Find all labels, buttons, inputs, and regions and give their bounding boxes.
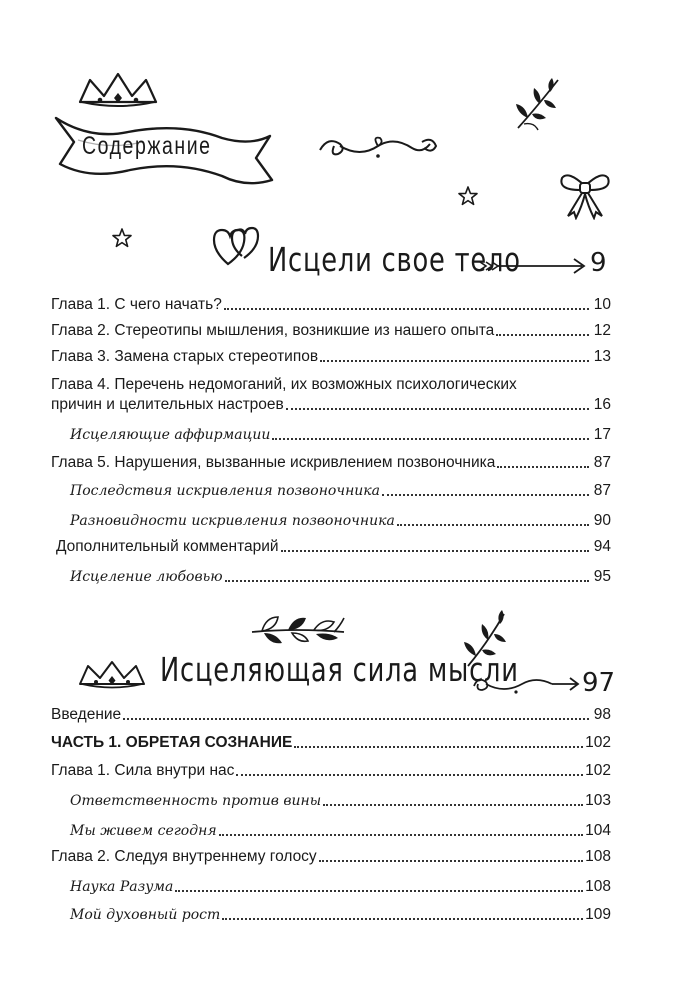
toc-subentry[interactable] [70, 564, 611, 586]
dot-leader [272, 437, 589, 440]
toc-entry-page: 17 [593, 426, 611, 443]
toc-entry-page: 12 [593, 322, 611, 339]
section-title: Исцели свое тело [268, 240, 521, 279]
dot-leader [496, 333, 589, 336]
toc-subentry[interactable] [70, 902, 611, 924]
toc-entry-page: 102 [585, 734, 611, 751]
toc-subentry[interactable] [70, 422, 611, 444]
toc-entry-page: 87 [593, 454, 611, 471]
toc-subentry[interactable] [70, 788, 611, 810]
contents-heading: Содержание [82, 132, 212, 160]
toc-entry-title: Дополнительный комментарий [56, 538, 279, 555]
toc-entry-page: 109 [585, 906, 611, 923]
swirl-flourish-icon [316, 132, 438, 162]
toc-entry[interactable] [51, 758, 611, 780]
toc-entry-page: 103 [585, 792, 611, 809]
star-icon [112, 228, 132, 248]
toc-part-entry[interactable] [51, 730, 611, 752]
toc-entry-title: Последствия искривления позвоночника [70, 483, 381, 499]
toc-entry-title-line1: Глава 4. Перечень недомоганий, их возможных психологических [51, 376, 517, 393]
star-icon [458, 186, 478, 206]
toc-entry[interactable] [51, 318, 611, 340]
dot-leader [224, 307, 589, 310]
toc-entry[interactable] [51, 392, 611, 414]
dot-leader [497, 465, 589, 468]
toc-subentry[interactable] [70, 874, 611, 896]
toc-subentry[interactable] [70, 818, 611, 840]
toc-entry-title: Глава 5. Нарушения, вызванные искривлением позвоночника [51, 454, 496, 471]
toc-entry-page: 13 [593, 348, 611, 365]
dot-leader [222, 917, 583, 920]
dot-leader [281, 549, 589, 552]
dot-leader [236, 773, 583, 776]
toc-entry[interactable] [51, 344, 611, 366]
toc-entry-title: Разновидности искривления позвоночника [70, 513, 395, 529]
dot-leader [294, 745, 583, 748]
toc-entry-title: Глава 2. Следуя внутреннему голосу [51, 848, 317, 865]
toc-entry-page: 108 [585, 878, 611, 895]
section-title: Исцеляющая сила мысли [160, 650, 519, 689]
toc-entry-page: 94 [593, 538, 611, 555]
laurel-branch-icon [248, 606, 348, 652]
toc-entry-title: Введение [51, 706, 122, 723]
dot-leader [219, 833, 584, 836]
toc-entry-title: Глава 1. С чего начать? [51, 296, 222, 313]
hearts-icon [212, 224, 262, 270]
dot-leader [123, 717, 589, 720]
toc-entry-page: 108 [585, 848, 611, 865]
toc-entry[interactable] [51, 292, 611, 314]
toc-entry-page: 98 [593, 706, 611, 723]
toc-entry-title: ЧАСТЬ 1. ОБРЕТАЯ СОЗНАНИЕ [51, 734, 293, 751]
dot-leader [175, 889, 583, 892]
bow-icon [558, 168, 612, 220]
toc-entry-title: Ответственность против вины [70, 793, 322, 809]
leaf-sprig-icon [510, 74, 566, 134]
toc-entry-page: 104 [585, 822, 611, 839]
toc-entry[interactable] [51, 450, 611, 472]
toc-entry-title: Исцеляющие аффирмации [70, 427, 271, 443]
toc-subentry[interactable] [70, 508, 611, 530]
toc-entry-page: 10 [593, 296, 611, 313]
toc-entry-title: Наука Разума [70, 879, 174, 895]
toc-entry-title: Мы живем сегодня [70, 823, 217, 839]
dot-leader [323, 803, 583, 806]
toc-entry[interactable] [56, 534, 611, 556]
swirl-flourish-icon [470, 674, 582, 698]
toc-entry-page: 102 [585, 762, 611, 779]
section-page-number: 97 [582, 668, 616, 698]
toc-entry-title: причин и целительных настроев [51, 396, 284, 413]
dot-leader [382, 493, 589, 496]
toc-entry-title: Глава 3. Замена старых стереотипов [51, 348, 319, 365]
dot-leader [286, 407, 589, 410]
dot-leader [320, 359, 589, 362]
toc-entry-page: 87 [593, 482, 611, 499]
toc-subentry[interactable] [70, 478, 611, 500]
toc-entry-title: Мой духовный рост [70, 907, 221, 923]
crown-icon [76, 72, 160, 114]
dot-leader [319, 859, 583, 862]
crown-icon [76, 660, 148, 694]
dot-leader [225, 579, 589, 582]
toc-entry[interactable] [51, 844, 611, 866]
dot-leader [397, 523, 589, 526]
toc-entry-page: 95 [593, 568, 611, 585]
toc-entry-title: Глава 2. Стереотипы мышления, возникшие из нашего опыта [51, 322, 495, 339]
toc-entry-title: Исцеление любовью [70, 569, 223, 585]
toc-entry[interactable] [51, 702, 611, 724]
toc-entry-page: 90 [593, 512, 611, 529]
toc-entry-page: 16 [593, 396, 611, 413]
section-page-number: 9 [590, 248, 607, 278]
arrow-icon [478, 254, 588, 276]
toc-entry-title: Глава 1. Сила внутри нас [51, 762, 235, 779]
